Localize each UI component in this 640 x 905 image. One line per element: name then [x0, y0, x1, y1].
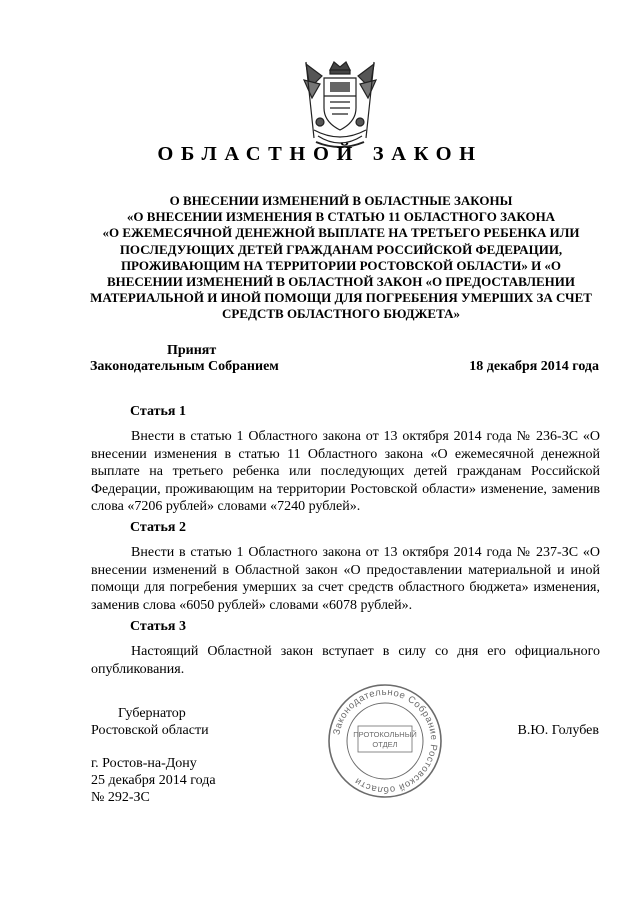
law-number: № 292-ЗС — [91, 790, 150, 805]
signing-date: 25 декабря 2014 года — [91, 773, 216, 788]
coat-of-arms-icon — [300, 58, 380, 154]
adoption-date: 18 декабря 2014 года — [469, 359, 599, 374]
stamp-center-line2: ОТДЕЛ — [372, 740, 398, 749]
stamp-center-line1: ПРОТОКОЛЬНЫЙ — [353, 730, 417, 739]
law-title-line: СРЕДСТВ ОБЛАСТНОГО БЮДЖЕТА» — [222, 306, 460, 322]
law-title-line: ВНЕСЕНИИ ИЗМЕНЕНИЙ В ОБЛАСТНОЙ ЗАКОН «О ПРЕДОСТАВЛЕНИИ — [106, 274, 576, 290]
law-title — [88, 193, 594, 323]
law-title-line: «О ВНЕСЕНИИ ИЗМЕНЕНИЯ В СТАТЬЮ 11 ОБЛАСТНОГО ЗАКОНА — [126, 209, 556, 225]
article-3-text: Настоящий Областной закон вступает в силу со дня его официального опубликования. — [91, 644, 600, 677]
official-stamp — [325, 682, 445, 800]
article-2-text: Внести в статью 1 Областного закона от 13 октября 2014 года № 237-ЗС «О внесении изменений в Областной закон «О предоставлении материальной и иной помощи для погребения умерших за счет средств областного бюджета» изменения, заменив слова «6050 рублей» словами «6078 рублей». — [91, 545, 600, 613]
law-title-line: ПОСЛЕДУЮЩИХ ДЕТЕЙ ГРАЖДАНАМ РОССИЙСКОЙ ФЕДЕРАЦИИ, — [119, 241, 563, 257]
article-2-heading: Статья 2 — [130, 520, 186, 535]
signing-place: г. Ростов-на-Дону — [91, 756, 197, 771]
article-1-text: Внести в статью 1 Областного закона от 13 октября 2014 года № 236-ЗС «О внесении изменения в статью 11 Областного закона «О ежемесячной денежной выплате на третьего ребенка или последующих детей гражданам Российской Федерации, проживающим на территории Ростовской области» изменение, заменив слова «7206 рублей» словами «7240 рублей». — [91, 429, 600, 514]
document-type-heading: ОБЛАСТНОЙ ЗАКОН — [157, 143, 483, 165]
article-3-heading: Статья 3 — [130, 619, 186, 634]
law-title-line: «О ЕЖЕМЕСЯЧНОЙ ДЕНЕЖНОЙ ВЫПЛАТЕ НА ТРЕТЬЕГО РЕБЕНКА ИЛИ — [102, 225, 580, 241]
article-1-heading: Статья 1 — [130, 404, 186, 419]
adopted-by: Законодательным Собранием — [90, 359, 279, 374]
signer-name: В.Ю. Голубев — [517, 723, 599, 738]
law-title-line: МАТЕРИАЛЬНОЙ И ИНОЙ ПОМОЩИ ДЛЯ ПОГРЕБЕНИЯ УМЕРШИХ ЗА СЧЕТ — [90, 290, 592, 306]
law-title-line: ПРОЖИВАЮЩИМ НА ТЕРРИТОРИИ РОСТОВСКОЙ ОБЛАСТИ» И «О — [120, 257, 562, 273]
law-title-line: О ВНЕСЕНИИ ИЗМЕНЕНИЙ В ОБЛАСТНЫЕ ЗАКОНЫ — [169, 193, 513, 208]
signer-role-line2: Ростовской области — [91, 723, 209, 738]
adopted-label: Принят — [167, 343, 217, 358]
stamp-ring-text: Законодательное Собрание Ростовской области — [331, 686, 440, 796]
signer-role-line1: Губернатор — [118, 706, 186, 721]
